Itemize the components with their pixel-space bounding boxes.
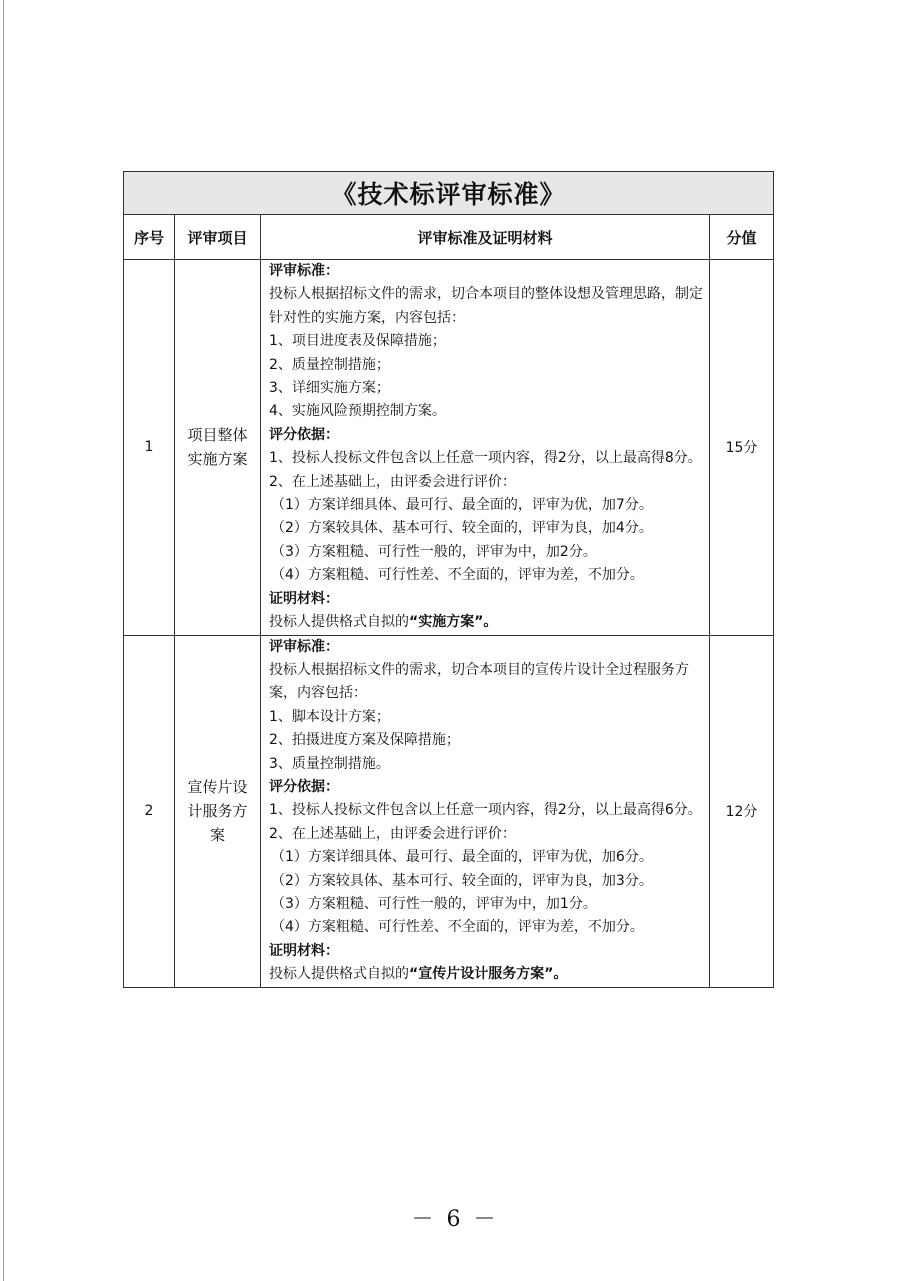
item-line: 实施方案 (187, 450, 248, 469)
standard-item: 3、质量控制措施。 (269, 755, 390, 772)
standard-item: 2、拍摄进度方案及保障措施； (269, 732, 460, 749)
grade-item: （3）方案粗糙、可行性一般的，评审为中，加2分。 (271, 543, 597, 560)
proof-prefix: 投标人提供格式自拟的 (269, 614, 409, 631)
standard-heading: 评审标准： (269, 263, 339, 279)
grade-item: （1）方案详细具体、最可行、最全面的，评审为优，加7分。 (271, 497, 653, 514)
item-line: 计服务方 (187, 802, 248, 821)
standard-heading: 评审标准： (269, 638, 339, 655)
header-score: 分值 (710, 215, 774, 260)
standard-item: 1、项目进度表及保障措施； (269, 333, 446, 350)
proof-text (269, 963, 705, 986)
standard-item: 4、实施风险预期控制方案。 (269, 403, 446, 420)
page-number: － 6 － (411, 1207, 499, 1232)
grade-item: （2）方案较具体、基本可行、较全面的，评审为良，加4分。 (271, 520, 653, 537)
proof-text (269, 611, 705, 634)
standard-item: 3、详细实施方案； (269, 380, 390, 397)
table-title: 《技术标评审标准》 (124, 172, 774, 215)
basis-item: 1、投标人投标文件包含以上任意一项内容，得2分，以上最高得8分。 (269, 450, 702, 467)
standard-item: 1、脚本设计方案； (269, 708, 390, 725)
grade-item: （4）方案粗糙、可行性差、不全面的，评审为差，不加分。 (271, 919, 644, 936)
page-edge-line (3, 0, 4, 1281)
standard-intro: 投标人根据招标文件的需求，切合本项目的整体设想及管理思路，制定针对性的实施方案，内容包括： (269, 286, 703, 326)
grade-item: （2）方案较具体、基本可行、较全面的，评审为良，加3分。 (271, 872, 653, 889)
row-item (175, 635, 261, 987)
proof-document: “实施方案”。 (409, 614, 498, 631)
row-score: 12分 (710, 635, 774, 987)
grade-item: （1）方案详细具体、最可行、最全面的，评审为优，加6分。 (271, 849, 653, 866)
row-number: 2 (124, 635, 175, 987)
table-row (124, 260, 774, 636)
grade-item: （3）方案粗糙、可行性一般的，评审为中，加1分。 (271, 895, 597, 912)
basis-heading: 评分依据： (269, 426, 339, 443)
header-item: 评审项目 (175, 215, 261, 260)
basis-heading: 评分依据： (269, 778, 339, 795)
basis-item: 2、在上述基础上，由评委会进行评价： (269, 473, 516, 490)
item-line: 项目整体 (187, 426, 248, 445)
standard-intro: 投标人根据招标文件的需求，切合本项目的宣传片设计全过程服务方案，内容包括： (269, 661, 689, 702)
header-num: 序号 (124, 215, 175, 260)
basis-item: 1、投标人投标文件包含以上任意一项内容，得2分，以上最高得6分。 (269, 802, 702, 819)
item-line: 宣传片设 (187, 778, 248, 797)
basis-item: 2、在上述基础上，由评委会进行评价： (269, 825, 516, 842)
proof-document: “宣传片设计服务方案”。 (409, 966, 568, 983)
proof-heading: 证明材料： (269, 942, 339, 959)
proof-heading: 证明材料： (269, 590, 339, 607)
row-score: 15分 (710, 260, 774, 636)
item-line: 案 (209, 826, 225, 845)
standard-item: 2、质量控制措施； (269, 356, 390, 373)
table-row (124, 635, 774, 987)
header-criteria: 评审标准及证明材料 (261, 215, 710, 260)
evaluation-table (123, 171, 774, 988)
proof-prefix: 投标人提供格式自拟的 (269, 966, 409, 983)
grade-item: （4）方案粗糙、可行性差、不全面的，评审为差，不加分。 (271, 567, 644, 584)
row-number: 1 (124, 260, 175, 636)
row-criteria (261, 260, 710, 636)
row-item (175, 260, 261, 636)
row-criteria (261, 635, 710, 987)
